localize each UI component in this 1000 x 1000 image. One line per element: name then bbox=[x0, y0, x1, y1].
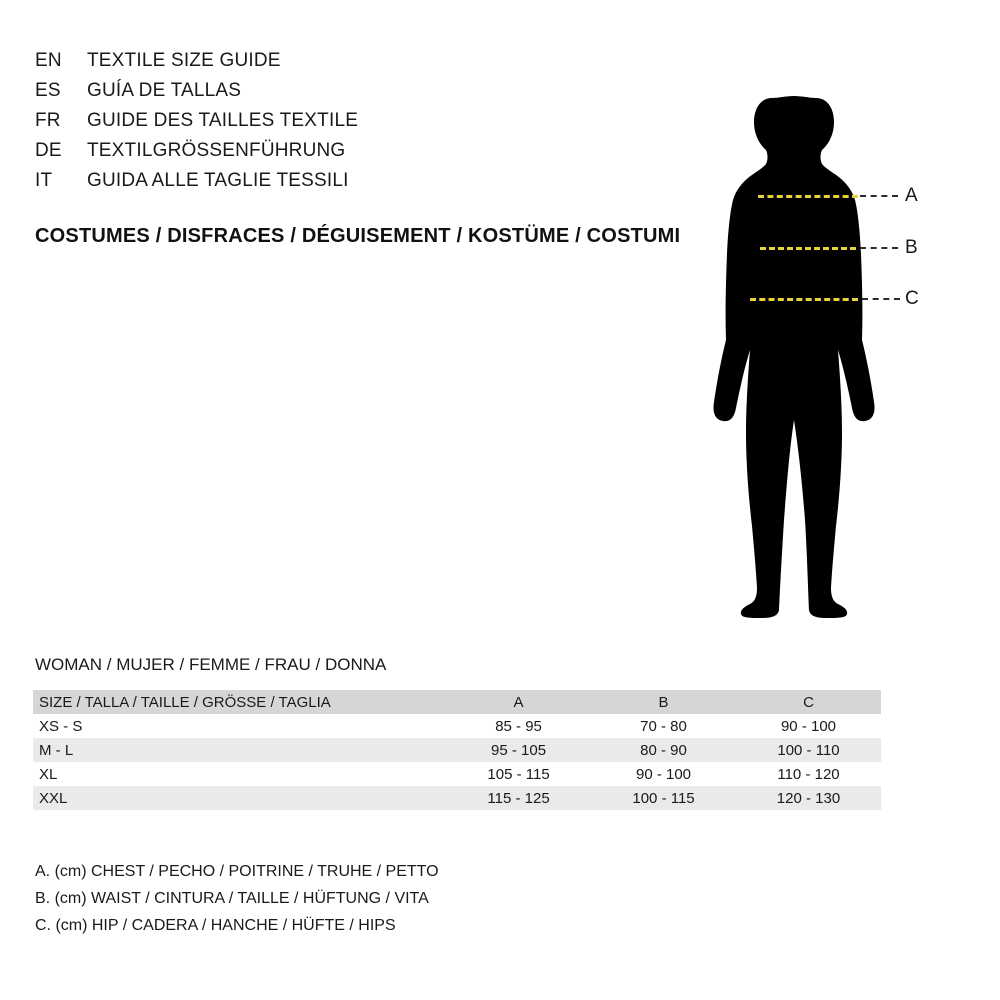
language-row-es bbox=[35, 80, 675, 110]
size-table bbox=[33, 690, 881, 810]
cell-b: 70 - 80 bbox=[640, 717, 687, 735]
table-row bbox=[33, 738, 881, 762]
cell-c: 90 - 100 bbox=[780, 717, 837, 735]
language-row-de bbox=[35, 140, 675, 170]
cell-c: 110 - 120 bbox=[777, 765, 840, 783]
chest-leader-line bbox=[860, 195, 898, 197]
header-a: A bbox=[513, 693, 524, 711]
cell-c: 100 - 110 bbox=[777, 741, 840, 759]
cell-size: XL bbox=[39, 765, 58, 783]
table-row bbox=[33, 714, 881, 738]
body-figure bbox=[690, 40, 980, 630]
cell-a: 105 - 115 bbox=[487, 765, 550, 783]
hip-leader-line bbox=[862, 298, 900, 300]
language-text-de: TEXTILGRÖSSENFÜHRUNG bbox=[87, 140, 346, 161]
cell-a: 85 - 95 bbox=[495, 717, 542, 735]
language-code-fr: FR bbox=[35, 110, 61, 131]
legend-chest: A. (cm) CHEST / PECHO / POITRINE / TRUHE / PETTO bbox=[35, 863, 439, 880]
language-row-en bbox=[35, 50, 675, 80]
language-code-it: IT bbox=[35, 170, 53, 191]
cell-b: 90 - 100 bbox=[635, 765, 692, 783]
waist-leader-line bbox=[860, 247, 898, 249]
waist-label: B bbox=[905, 237, 918, 258]
table-row bbox=[33, 762, 881, 786]
cell-size: XS - S bbox=[39, 717, 83, 735]
legend-hip: C. (cm) HIP / CADERA / HANCHE / HÜFTE / HIPS bbox=[35, 917, 396, 934]
header-size: SIZE / TALLA / TAILLE / GRÖSSE / TAGLIA bbox=[39, 693, 331, 711]
cell-b: 100 - 115 bbox=[632, 789, 695, 807]
language-code-en: EN bbox=[35, 50, 62, 71]
cell-size: M - L bbox=[39, 741, 74, 759]
chest-label: A bbox=[905, 185, 918, 206]
cell-b: 80 - 90 bbox=[640, 741, 687, 759]
cell-size: XXL bbox=[39, 789, 68, 807]
measurement-legend bbox=[35, 858, 439, 939]
table-title: WOMAN / MUJER / FEMME / FRAU / DONNA bbox=[35, 655, 387, 674]
language-code-es: ES bbox=[35, 80, 61, 101]
language-text-it: GUIDA ALLE TAGLIE TESSILI bbox=[87, 170, 349, 191]
language-row-it bbox=[35, 170, 675, 200]
language-code-de: DE bbox=[35, 140, 62, 161]
hip-label: C bbox=[905, 288, 919, 309]
cell-a: 115 - 125 bbox=[487, 789, 550, 807]
table-header-row bbox=[33, 690, 881, 714]
language-text-es: GUÍA DE TALLAS bbox=[87, 80, 242, 101]
header-b: B bbox=[658, 693, 669, 711]
cell-a: 95 - 105 bbox=[491, 741, 547, 759]
language-list bbox=[35, 50, 675, 200]
costumes-heading: COSTUMES / DISFRACES / DÉGUISEMENT / KOSTÜME / COSTUMI bbox=[35, 225, 681, 247]
legend-waist: B. (cm) WAIST / CINTURA / TAILLE / HÜFTUNG / VITA bbox=[35, 890, 429, 907]
language-row-fr bbox=[35, 110, 675, 140]
header-c: C bbox=[803, 693, 814, 711]
cell-c: 120 - 130 bbox=[776, 789, 841, 807]
waist-measure-line bbox=[760, 247, 856, 250]
table-row bbox=[33, 786, 881, 810]
language-text-fr: GUIDE DES TAILLES TEXTILE bbox=[87, 110, 359, 131]
language-text-en: TEXTILE SIZE GUIDE bbox=[87, 50, 281, 71]
woman-silhouette-icon bbox=[690, 40, 980, 630]
chest-measure-line bbox=[758, 195, 858, 198]
hip-measure-line bbox=[750, 298, 858, 301]
